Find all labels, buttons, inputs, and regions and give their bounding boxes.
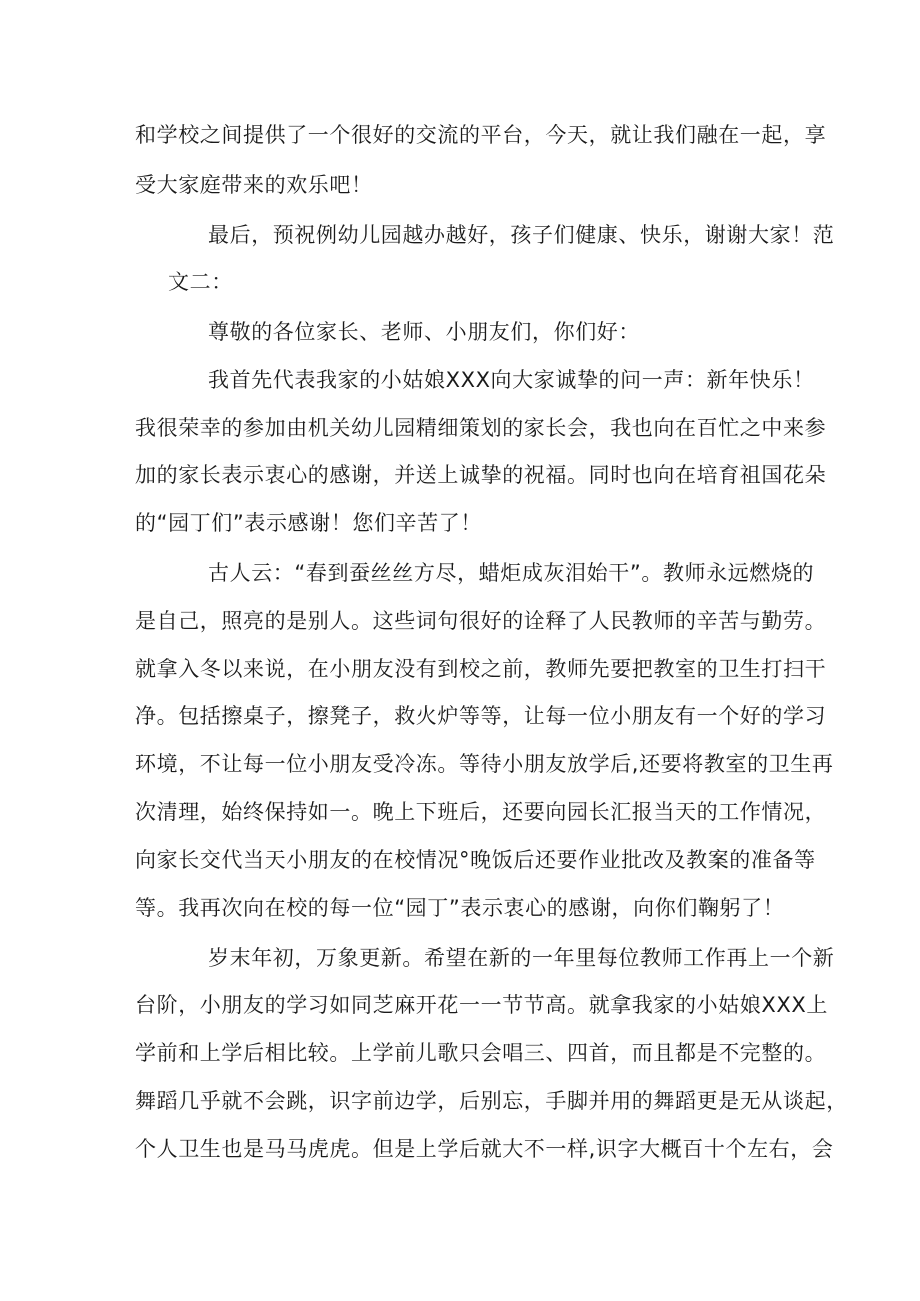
text-line: 我很荣幸的参加由机关幼儿园精细策划的家长会，我也向在百忙之中来参 [135, 416, 827, 440]
text-line: 加的家长表示衷心的感谢，并送上诚挚的祝福。同时也向在培育祖国花朵 [135, 463, 827, 487]
text-line: 台阶，小朋友的学习如同芝麻开花一一节节高。就拿我家的小姑娘XXX上 [135, 993, 828, 1017]
text-line: 文二： [168, 270, 233, 294]
text-line: 尊敬的各位家长、老师、小朋友们，你们好： [208, 320, 640, 344]
text-line: 就拿入冬以来说，在小朋友没有到校之前，教师先要把教室的卫生打扫干 [135, 657, 827, 681]
text-line: 古人云：“春到蚕丝丝方尽，蜡炬成灰泪始干”。教师永远燃烧的 [208, 561, 815, 585]
text-line: 舞蹈几乎就不会跳，识字前边学，后别忘，手脚并用的舞蹈更是无从谈起， [135, 1089, 848, 1113]
text-line: 是自己，照亮的是别人。这些词句很好的诠释了人民教师的辛苦与勤劳。 [135, 609, 827, 633]
text-line: 受大家庭带来的欢乐吧！ [135, 173, 373, 197]
text-line: 我首先代表我家的小姑娘XXX向大家诚挚的问一声：新年快乐！ [208, 368, 815, 392]
text-line: 环境，不让每一位小朋友受冷冻。等待小朋友放学后,还要将教室的卫生再 [135, 752, 834, 776]
text-line: 学前和上学后相比较。上学前儿歌只会唱三、四首，而且都是不完整的。 [135, 1041, 827, 1065]
text-line: 净。包括擦桌子，擦凳子，救火炉等等，让每一位小朋友有一个好的学习 [135, 704, 827, 728]
text-line: 最后，预祝例幼儿园越办越好，孩子们健康、快乐，谢谢大家！范 [208, 223, 835, 247]
text-line: 的“园丁们”表示感谢！您们辛苦了！ [135, 511, 482, 535]
text-line: 个人卫生也是马马虎虎。但是上学后就大不一样,识字大概百十个左右，会 [135, 1137, 834, 1161]
text-line: 等。我再次向在校的每一位“园丁”表示衷心的感谢，向你们鞠躬了！ [135, 896, 785, 920]
text-line: 向家长交代当天小朋友的在校情况°晚饭后还要作业批改及教案的准备等 [135, 848, 816, 872]
text-line: 岁末年初，万象更新。希望在新的一年里每位教师工作再上一个新 [208, 946, 835, 970]
text-line: 和学校之间提供了一个很好的交流的平台，今天，就让我们融在一起，享 [135, 123, 827, 147]
text-line: 次清理，始终保持如一。晚上下班后，还要向园长汇报当天的工作情况， [135, 800, 827, 824]
